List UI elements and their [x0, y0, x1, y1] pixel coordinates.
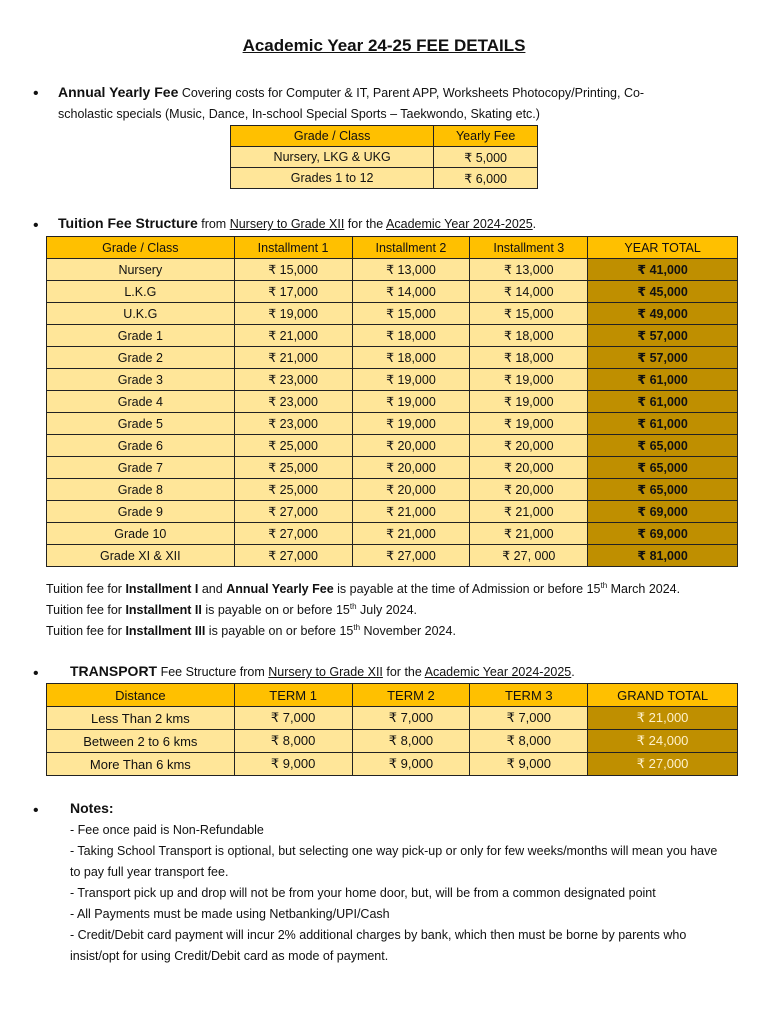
table-row — [47, 479, 738, 501]
table-row — [47, 501, 738, 523]
table-row — [47, 457, 738, 479]
table-cell: ₹ 19,000 — [234, 303, 352, 325]
table-header: Grade / Class — [47, 237, 235, 259]
transport-section-text — [70, 661, 710, 683]
annual-section-text — [58, 82, 698, 125]
table-cell: ₹ 8,000 — [352, 730, 470, 753]
table-cell: ₹ 9,000 — [352, 753, 470, 776]
table-row — [47, 325, 738, 347]
table-cell: ₹ 20,000 — [352, 457, 470, 479]
table-cell: ₹ 25,000 — [234, 479, 352, 501]
table-cell: ₹ 20,000 — [470, 435, 588, 457]
payment-text: March 2024. — [607, 582, 681, 597]
payment-text: is payable on or before 15 — [205, 624, 354, 639]
table-cell: ₹ 61,000 — [588, 391, 738, 413]
bullet-tuition: • — [33, 217, 39, 234]
table-cell: ₹ 21,000 — [588, 707, 738, 730]
table-header: TERM 1 — [234, 684, 352, 707]
payment-bold: Installment III — [125, 624, 206, 639]
table-cell: ₹ 18,000 — [352, 347, 470, 369]
annual-fee-table — [230, 125, 538, 189]
table-cell: Grade XI & XII — [47, 545, 235, 567]
tuition-period: . — [532, 217, 537, 231]
table-header: YEAR TOTAL — [588, 237, 738, 259]
payment-bold: Annual Yearly Fee — [226, 582, 334, 597]
notes-heading: Notes: — [70, 800, 114, 816]
tuition-fee-table — [46, 236, 738, 567]
payment-text: is payable on or before 15 — [201, 603, 350, 618]
table-cell: ₹ 27,000 — [588, 753, 738, 776]
table-cell: ₹ 13,000 — [470, 259, 588, 281]
table-cell: ₹ 18,000 — [470, 347, 588, 369]
table-cell: Grade 8 — [47, 479, 235, 501]
notes-list — [70, 820, 720, 967]
table-cell: ₹ 65,000 — [588, 479, 738, 501]
table-cell: ₹ 19,000 — [352, 369, 470, 391]
table-cell: Nursery — [47, 259, 235, 281]
table-cell: ₹ 19,000 — [352, 413, 470, 435]
table-row — [47, 435, 738, 457]
table-header: Installment 2 — [352, 237, 470, 259]
table-cell: Grade 5 — [47, 413, 235, 435]
table-cell: ₹ 7,000 — [470, 707, 588, 730]
table-row — [47, 369, 738, 391]
transport-for-text: for the — [382, 665, 425, 679]
table-cell: Nursery, LKG & UKG — [231, 147, 434, 168]
table-cell: ₹ 21,000 — [234, 347, 352, 369]
table-cell: More Than 6 kms — [47, 753, 235, 776]
payment-line-3 — [46, 618, 456, 641]
table-row — [47, 347, 738, 369]
table-row — [47, 413, 738, 435]
table-cell: ₹ 21,000 — [470, 501, 588, 523]
table-cell: ₹ 23,000 — [234, 369, 352, 391]
table-header: Installment 1 — [234, 237, 352, 259]
table-cell: ₹ 13,000 — [352, 259, 470, 281]
table-cell: ₹ 19,000 — [470, 391, 588, 413]
bullet-notes: • — [33, 802, 39, 819]
table-cell: Grade 7 — [47, 457, 235, 479]
payment-text: and — [198, 582, 227, 597]
note-item: - Credit/Debit card payment will incur 2% additional charges by bank, which then must be borne by parents who insist/opt for using Credit/Debit card as mode of payment. — [70, 928, 687, 963]
table-cell: Less Than 2 kms — [47, 707, 235, 730]
notes-heading-wrap — [70, 798, 710, 820]
transport-range: Nursery to Grade XII — [268, 665, 383, 679]
table-cell: ₹ 6,000 — [434, 168, 538, 189]
table-cell: ₹ 27, 000 — [470, 545, 588, 567]
table-cell: ₹ 20,000 — [352, 479, 470, 501]
table-cell: ₹ 57,000 — [588, 325, 738, 347]
tuition-heading: Tuition Fee Structure — [58, 215, 198, 231]
table-cell: ₹ 19,000 — [470, 413, 588, 435]
table-cell: ₹ 5,000 — [434, 147, 538, 168]
table-cell: ₹ 14,000 — [352, 281, 470, 303]
table-row — [231, 168, 538, 189]
table-cell: ₹ 69,000 — [588, 523, 738, 545]
page-title: Academic Year 24-25 FEE DETAILS — [242, 36, 526, 55]
payment-line-1 — [46, 576, 680, 599]
annual-description: Covering costs for Computer & IT, Parent APP, Worksheets Photocopy/Printing, Co-scholastic specials (Music, Dance, In-school Special Sports – Taekwondo, Skating etc.) — [58, 86, 645, 121]
table-cell: U.K.G — [47, 303, 235, 325]
table-cell: ₹ 15,000 — [470, 303, 588, 325]
table-cell: ₹ 19,000 — [352, 391, 470, 413]
tuition-for-text: for the — [344, 217, 387, 231]
table-row — [47, 391, 738, 413]
table-cell: Grade 2 — [47, 347, 235, 369]
table-cell: Grades 1 to 12 — [231, 168, 434, 189]
table-cell: Grade 4 — [47, 391, 235, 413]
payment-sup: th — [353, 623, 361, 632]
table-cell: Between 2 to 6 kms — [47, 730, 235, 753]
table-cell: ₹ 15,000 — [234, 259, 352, 281]
payment-text: Tuition fee for — [46, 582, 126, 597]
table-cell: ₹ 17,000 — [234, 281, 352, 303]
table-cell: ₹ 8,000 — [234, 730, 352, 753]
table-cell: ₹ 21,000 — [352, 523, 470, 545]
table-cell: ₹ 81,000 — [588, 545, 738, 567]
table-cell: ₹ 20,000 — [352, 435, 470, 457]
bullet-transport: • — [33, 665, 39, 682]
table-cell: ₹ 21,000 — [470, 523, 588, 545]
transport-fee-table — [46, 683, 738, 776]
payment-text: Tuition fee for — [46, 624, 126, 639]
transport-year: Academic Year 2024-2025 — [424, 665, 572, 679]
table-cell: ₹ 23,000 — [234, 391, 352, 413]
table-cell: ₹ 27,000 — [234, 501, 352, 523]
tuition-range: Nursery to Grade XII — [229, 217, 345, 231]
table-cell: ₹ 27,000 — [234, 545, 352, 567]
payment-bold: Installment II — [125, 603, 202, 618]
transport-from-text: Fee Structure from — [157, 665, 269, 679]
transport-heading: TRANSPORT — [70, 663, 158, 679]
table-cell: ₹ 27,000 — [234, 523, 352, 545]
table-cell: Grade 6 — [47, 435, 235, 457]
table-cell: ₹ 20,000 — [470, 457, 588, 479]
table-cell: ₹ 7,000 — [234, 707, 352, 730]
note-item: - All Payments must be made using Netbanking/UPI/Cash — [70, 907, 390, 921]
table-cell: ₹ 25,000 — [234, 457, 352, 479]
table-cell: ₹ 21,000 — [234, 325, 352, 347]
table-cell: ₹ 19,000 — [470, 369, 588, 391]
table-cell: ₹ 15,000 — [352, 303, 470, 325]
tuition-from-text: from — [197, 217, 230, 231]
table-cell: ₹ 7,000 — [352, 707, 470, 730]
table-cell: ₹ 57,000 — [588, 347, 738, 369]
table-header: Installment 3 — [470, 237, 588, 259]
payment-bold: Installment I — [125, 582, 199, 597]
payment-text: July 2024. — [356, 603, 418, 618]
table-row — [231, 147, 538, 168]
note-item: - Taking School Transport is optional, but selecting one way pick-up or only for few weeks/months will mean you have to pay full year transport fee. — [70, 844, 718, 879]
table-header: TERM 3 — [470, 684, 588, 707]
table-cell: Grade 10 — [47, 523, 235, 545]
table-cell: L.K.G — [47, 281, 235, 303]
table-cell: ₹ 18,000 — [352, 325, 470, 347]
table-cell: ₹ 8,000 — [470, 730, 588, 753]
table-cell: ₹ 45,000 — [588, 281, 738, 303]
table-header: Grade / Class — [231, 126, 434, 147]
table-cell: ₹ 61,000 — [588, 369, 738, 391]
payment-sup: th — [349, 602, 357, 611]
table-row — [47, 545, 738, 567]
table-row — [47, 707, 738, 730]
table-cell: Grade 3 — [47, 369, 235, 391]
bullet-annual: • — [33, 85, 39, 102]
note-item: - Transport pick up and drop will not be from your home door, but, will be from a common designated point — [70, 886, 656, 900]
note-item: - Fee once paid is Non-Refundable — [70, 823, 264, 837]
table-cell: ₹ 18,000 — [470, 325, 588, 347]
table-row — [47, 303, 738, 325]
annual-heading: Annual Yearly Fee — [58, 84, 179, 100]
table-header: Distance — [47, 684, 235, 707]
table-header: Yearly Fee — [434, 126, 538, 147]
payment-text: Tuition fee for — [46, 603, 126, 618]
table-cell: Grade 9 — [47, 501, 235, 523]
table-cell: ₹ 24,000 — [588, 730, 738, 753]
table-header: GRAND TOTAL — [588, 684, 738, 707]
transport-period: . — [571, 665, 575, 679]
table-cell: ₹ 21,000 — [352, 501, 470, 523]
table-cell: ₹ 65,000 — [588, 457, 738, 479]
table-cell: ₹ 14,000 — [470, 281, 588, 303]
table-row — [47, 259, 738, 281]
payment-sup: th — [600, 581, 608, 590]
table-cell: ₹ 61,000 — [588, 413, 738, 435]
payment-text: is payable at the time of Admission or before 15 — [333, 582, 601, 597]
table-cell: Grade 1 — [47, 325, 235, 347]
table-header: TERM 2 — [352, 684, 470, 707]
table-row — [47, 281, 738, 303]
tuition-section-text — [58, 213, 698, 235]
table-cell: ₹ 20,000 — [470, 479, 588, 501]
table-cell: ₹ 25,000 — [234, 435, 352, 457]
table-row — [47, 523, 738, 545]
payment-text: November 2024. — [360, 624, 456, 639]
table-cell: ₹ 69,000 — [588, 501, 738, 523]
table-cell: ₹ 23,000 — [234, 413, 352, 435]
table-cell: ₹ 41,000 — [588, 259, 738, 281]
table-cell: ₹ 9,000 — [470, 753, 588, 776]
table-cell: ₹ 65,000 — [588, 435, 738, 457]
table-row — [47, 730, 738, 753]
tuition-year: Academic Year 2024-2025 — [386, 217, 533, 231]
table-cell: ₹ 49,000 — [588, 303, 738, 325]
table-cell: ₹ 27,000 — [352, 545, 470, 567]
table-row — [47, 753, 738, 776]
payment-line-2 — [46, 597, 417, 620]
table-cell: ₹ 9,000 — [234, 753, 352, 776]
